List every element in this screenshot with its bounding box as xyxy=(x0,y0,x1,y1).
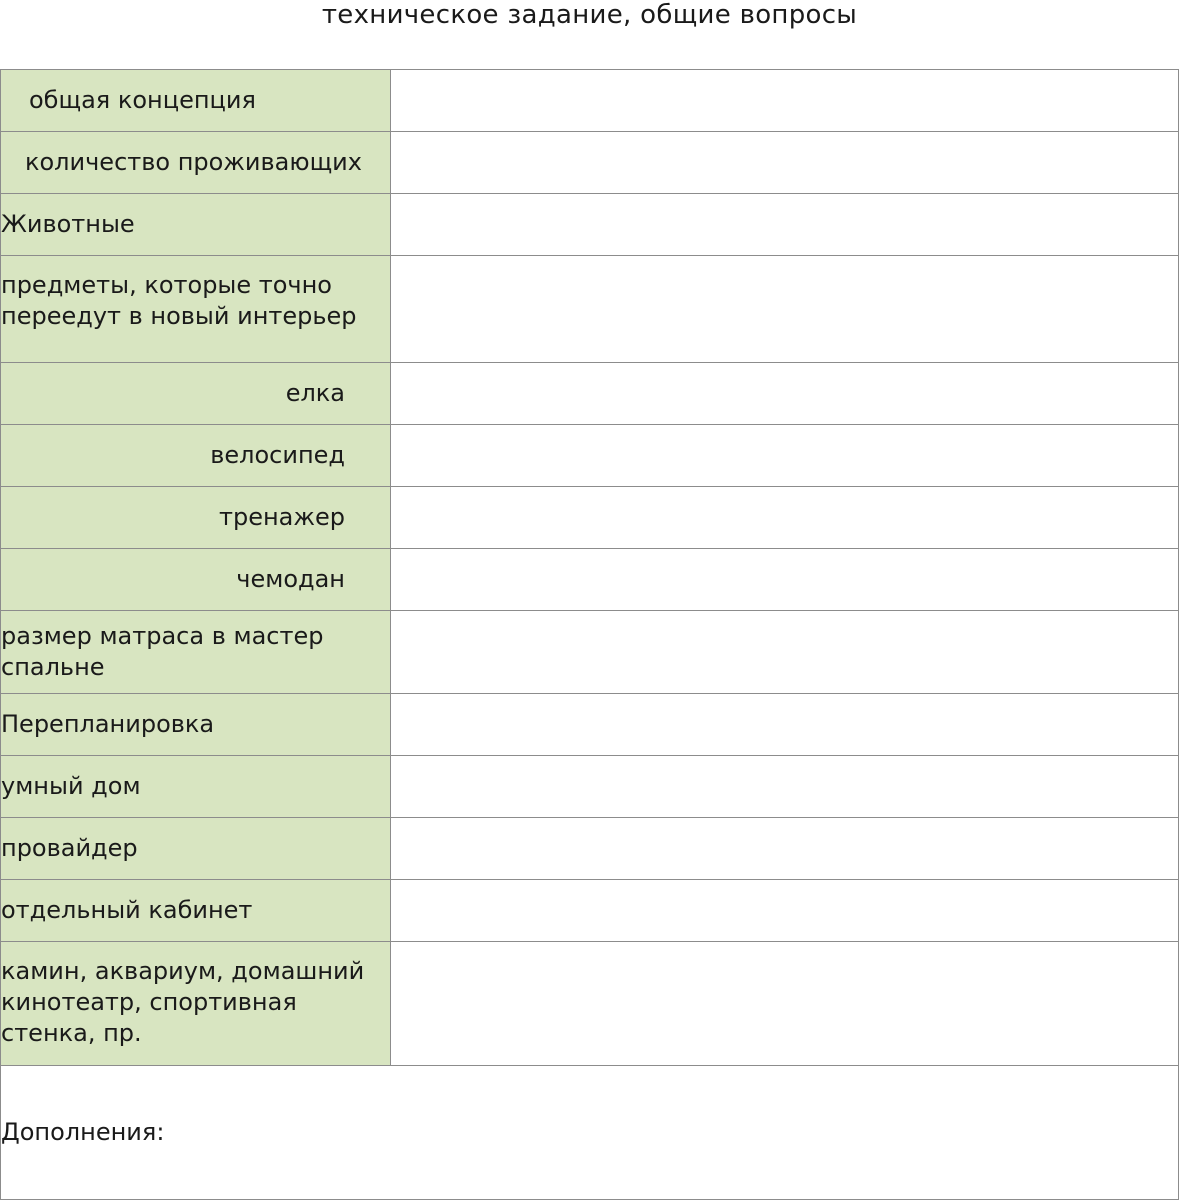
row-label-mattress-size: размер матраса в мастер спальне xyxy=(1,611,391,694)
table-row xyxy=(1,194,1179,256)
row-label-items-to-move: предметы, которые точно переедут в новый интерьер xyxy=(1,256,391,363)
row-label-smart-home: умный дом xyxy=(1,756,391,818)
row-label-extras: камин, аквариум, домашний кинотеатр, спортивная стенка, пр. xyxy=(1,942,391,1066)
row-value-extras[interactable] xyxy=(391,942,1179,1066)
row-value-christmas-tree[interactable] xyxy=(391,363,1179,425)
row-value-residents[interactable] xyxy=(391,132,1179,194)
row-value-suitcase[interactable] xyxy=(391,549,1179,611)
table-row xyxy=(1,756,1179,818)
table-row xyxy=(1,1066,1179,1200)
row-label-replanning: Перепланировка xyxy=(1,694,391,756)
table-row xyxy=(1,425,1179,487)
row-label-christmas-tree: елка xyxy=(1,363,391,425)
row-value-mattress-size[interactable] xyxy=(391,611,1179,694)
row-value-animals[interactable] xyxy=(391,194,1179,256)
row-label-suitcase: чемодан xyxy=(1,549,391,611)
table-row xyxy=(1,880,1179,942)
row-label-animals: Животные xyxy=(1,194,391,256)
table-row xyxy=(1,70,1179,132)
notes-field[interactable] xyxy=(1,1066,1179,1200)
table-row xyxy=(1,611,1179,694)
table-row xyxy=(1,132,1179,194)
requirements-table xyxy=(0,69,1179,1200)
table-row xyxy=(1,363,1179,425)
row-label-exercise-machine: тренажер xyxy=(1,487,391,549)
table-row xyxy=(1,818,1179,880)
row-value-items-to-move[interactable] xyxy=(391,256,1179,363)
row-label-bicycle: велосипед xyxy=(1,425,391,487)
document-title: техническое задание, общие вопросы xyxy=(321,0,858,30)
table-row xyxy=(1,256,1179,363)
row-label-home-office: отдельный кабинет xyxy=(1,880,391,942)
notes-label: Дополнения: xyxy=(1,1118,165,1146)
row-label-provider: провайдер xyxy=(1,818,391,880)
row-value-provider[interactable] xyxy=(391,818,1179,880)
row-label-concept: общая концепция xyxy=(1,70,391,132)
table-row xyxy=(1,549,1179,611)
row-value-home-office[interactable] xyxy=(391,880,1179,942)
table-row xyxy=(1,694,1179,756)
row-label-residents: количество проживающих xyxy=(1,132,391,194)
row-value-concept[interactable] xyxy=(391,70,1179,132)
row-value-exercise-machine[interactable] xyxy=(391,487,1179,549)
row-value-bicycle[interactable] xyxy=(391,425,1179,487)
table-row xyxy=(1,942,1179,1066)
row-value-smart-home[interactable] xyxy=(391,756,1179,818)
table-row xyxy=(1,487,1179,549)
row-value-replanning[interactable] xyxy=(391,694,1179,756)
